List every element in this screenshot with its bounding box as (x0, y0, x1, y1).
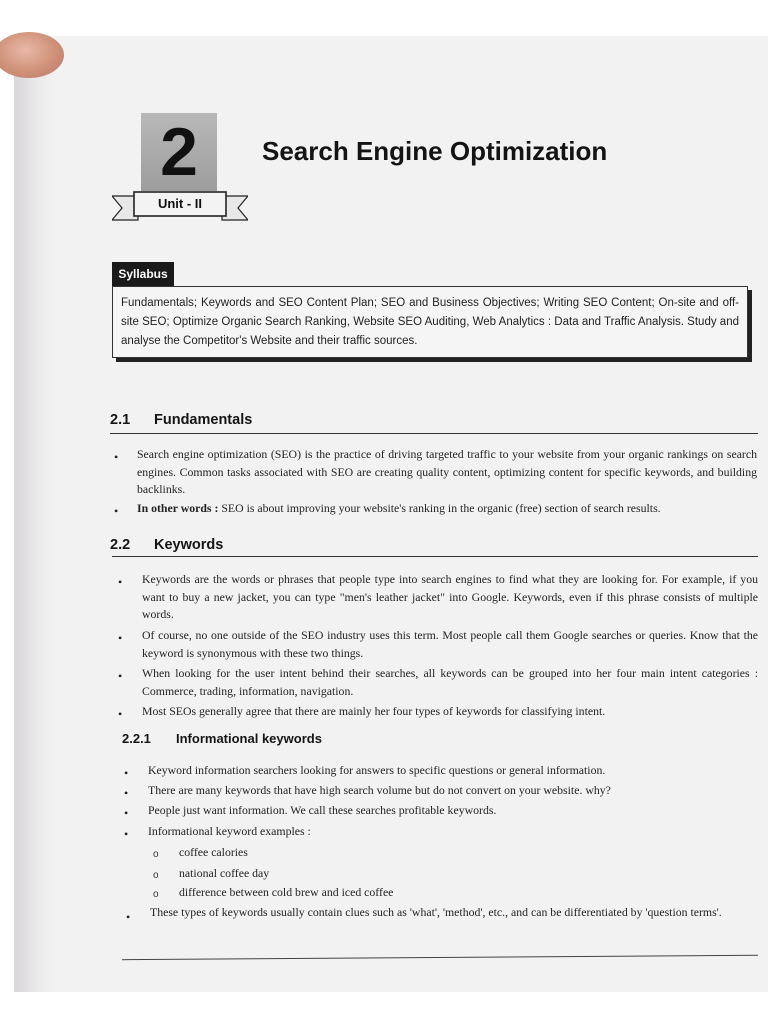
section-heading-keywords (110, 537, 223, 557)
lead-text: In other words : (137, 501, 219, 515)
example-item: coffee calories (179, 845, 248, 859)
bullet-dot: • (118, 631, 123, 645)
paragraph: These types of keywords usually contain clues such as 'what', 'method', etc., and can be differentiated by 'question terms'. (150, 905, 722, 919)
bullet-dot: • (124, 766, 129, 780)
syllabus-box: Fundamentals; Keywords and SEO Content Plan; SEO and Business Objectives; Writing SEO Content; On-site and off-site SEO; Optimize Organic Search Ranking, Website SEO Auditing, Web Analytics : Data and Traffic Analysis. Study and analyse the Competitor's Website and their traffic sources. (112, 286, 748, 358)
example-item: national coffee day (179, 866, 270, 880)
section-rule (110, 433, 758, 434)
paragraph: There are many keywords that have high search volume but do not convert on your website. why? (148, 783, 611, 797)
bullet-dot: • (124, 786, 129, 800)
list-circle-marker: o (153, 870, 159, 881)
section-heading-fundamentals (110, 412, 252, 432)
subsection-title: Informational keywords (176, 731, 322, 746)
paragraph: Keyword information searchers looking for answers to specific questions or general information. (148, 763, 606, 777)
bullet-dot: • (114, 450, 119, 464)
paragraph: Most SEOs generally agree that there are mainly her four types of keywords for classifying intent. (142, 704, 606, 718)
bullet-dot: • (124, 827, 129, 841)
unit-number: 2 (160, 114, 198, 190)
list-circle-marker: o (153, 889, 159, 900)
unit-label: Unit - II (157, 196, 203, 211)
bullet-dot: • (126, 910, 131, 924)
paragraph-text: SEO is about improving your website's ranking in the organic (free) section of search results. (218, 501, 661, 515)
section-title: Keywords (154, 537, 224, 553)
paragraph: Search engine optimization (SEO) is the practice of driving targeted traffic to your website from your organic rankings on search engines. Common tasks associated with SEO are creating quality content, optimizing content for specific keywords, and building backlinks. (137, 447, 757, 496)
section-title: Fundamentals (154, 412, 253, 428)
subsection-heading (122, 731, 322, 746)
section-rule (112, 556, 758, 557)
bullet-dot: • (118, 575, 123, 589)
bullet-dot: • (124, 806, 129, 820)
paragraph (137, 500, 757, 518)
section-number: 2.2 (110, 537, 131, 553)
syllabus-tag: Syllabus (112, 262, 174, 286)
bullet-dot: • (118, 707, 123, 721)
example-item: difference between cold brew and iced coffee (179, 885, 394, 899)
bullet-dot: • (118, 669, 123, 683)
unit-number-block (141, 113, 217, 191)
paragraph: People just want information. We call these searches profitable keywords. (148, 803, 497, 817)
list-circle-marker: o (153, 849, 159, 860)
subsection-number: 2.2.1 (122, 731, 151, 746)
paragraph: Of course, no one outside of the SEO industry uses this term. Most people call them Google searches or queries. Know that the keyword is synonymous with these two things. (142, 628, 758, 660)
chapter-title: Search Engine Optimization (262, 136, 608, 166)
bullet-dot: • (114, 504, 119, 518)
page-gutter-shadow (15, 36, 55, 992)
section-number: 2.1 (110, 412, 131, 428)
paragraph: Keywords are the words or phrases that people type into search engines to find what they are looking for. For example, if you want to buy a new jacket, you can type "men's leather jacket" into Google. Keywords, even if this phrase consists of multiple words. (142, 572, 758, 621)
paragraph: Informational keyword examples : (148, 824, 311, 838)
paragraph: When looking for the user intent behind their searches, all keywords can be grouped into her four main intent categories : Commerce, trading, information, navigation. (142, 666, 758, 698)
